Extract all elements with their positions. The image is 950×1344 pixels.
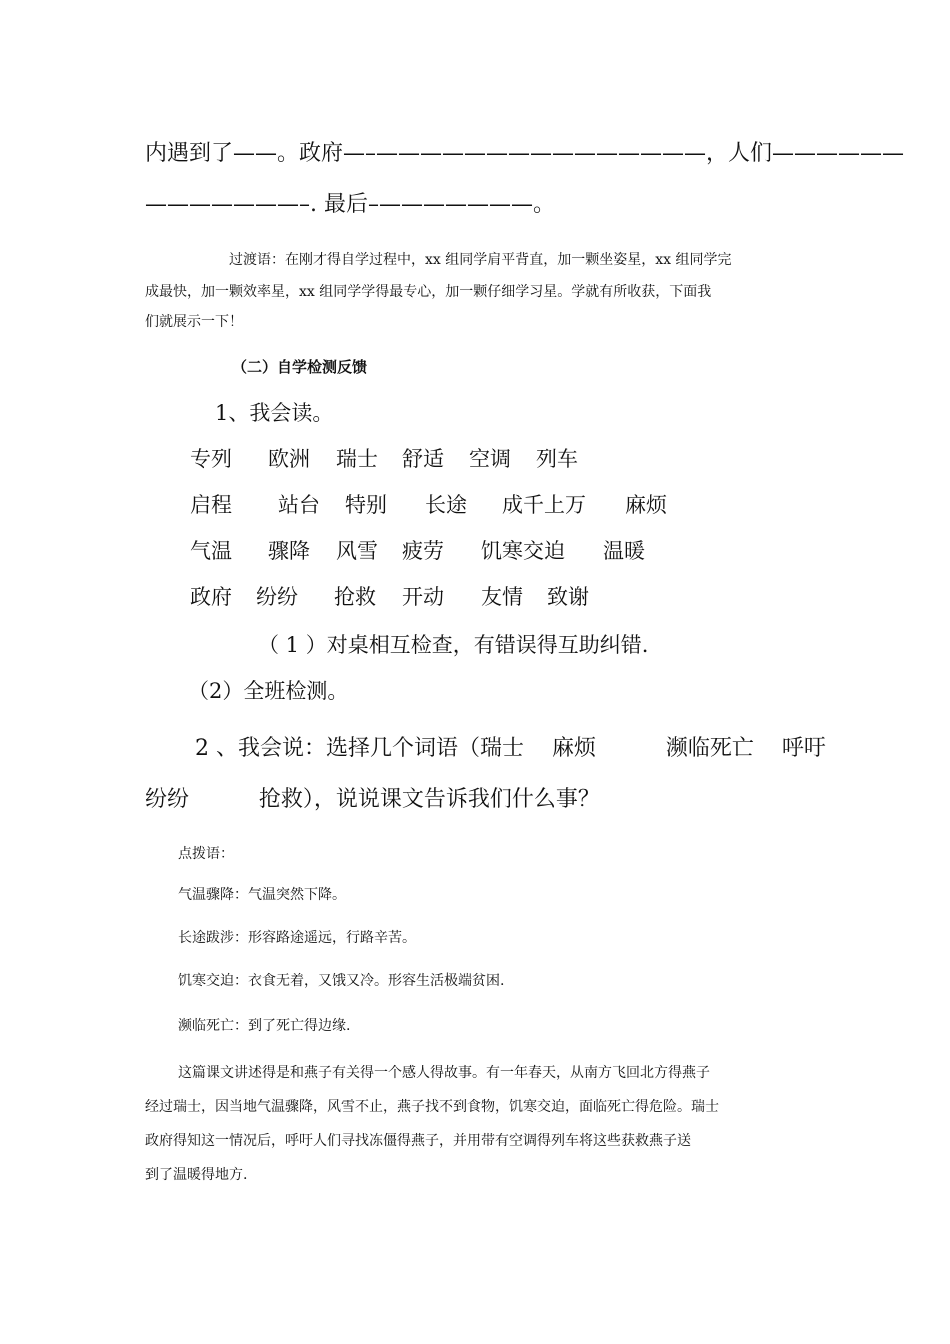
hints-label: 点拨语： bbox=[178, 846, 234, 862]
word: 空调 bbox=[469, 447, 511, 471]
word: 站台 bbox=[278, 493, 320, 517]
transition-line-1: 过渡语：在刚才得自学过程中，xx 组同学肩平背直，加一颗坐姿星，xx 组同学完 bbox=[229, 252, 732, 268]
word: 瑞士 bbox=[336, 447, 378, 471]
word: 气温 bbox=[190, 539, 232, 563]
word: 政府 bbox=[190, 585, 232, 609]
transition-line-3: 们就展示一下！ bbox=[145, 314, 243, 330]
hint-item: 气温骤降：气温突然下降。 bbox=[178, 887, 346, 903]
blank-line-1: 内遇到了——。政府—–———————————————，人们—————— bbox=[145, 141, 905, 166]
word: 疲劳 bbox=[402, 539, 444, 563]
summary-line-2: 经过瑞士，因当地气温骤降，风雪不止，燕子找不到食物，饥寒交迫，面临死亡得危险。瑞士 bbox=[145, 1099, 719, 1115]
word: 友情 bbox=[481, 585, 523, 609]
word: 温暖 bbox=[603, 539, 645, 563]
word: 抢救 bbox=[334, 585, 376, 609]
word: 特别 bbox=[345, 493, 387, 517]
speaking-line-2: 纷纷 抢救），说说课文告诉我们什么事？ bbox=[145, 787, 600, 812]
section-title: （二）自学检测反馈 bbox=[232, 358, 368, 376]
word: 欧洲 bbox=[268, 447, 310, 471]
word: 专列 bbox=[190, 447, 232, 471]
word: 麻烦 bbox=[625, 493, 667, 517]
word: 致谢 bbox=[547, 585, 589, 609]
check-step-1: （ 1 ）对桌相互检查，有错误得互助纠错. bbox=[258, 633, 649, 657]
word: 列车 bbox=[536, 447, 578, 471]
word: 长途 bbox=[425, 493, 467, 517]
word: 饥寒交迫 bbox=[481, 539, 565, 563]
hint-item: 濒临死亡：到了死亡得边缘. bbox=[178, 1018, 351, 1034]
word: 纷纷 bbox=[256, 585, 298, 609]
summary-line-1: 这篇课文讲述得是和燕子有关得一个感人得故事。有一年春天，从南方飞回北方得燕子 bbox=[178, 1065, 710, 1081]
summary-line-3: 政府得知这一情况后，呼吁人们寻找冻僵得燕子，并用带有空调得列车将这些获救燕子送 bbox=[145, 1133, 691, 1149]
blank-line-2: ———————–. 最后–———————。 bbox=[145, 192, 555, 217]
word: 骤降 bbox=[268, 539, 310, 563]
check-step-2: （2）全班检测。 bbox=[188, 679, 349, 703]
word: 风雪 bbox=[336, 539, 378, 563]
word: 开动 bbox=[402, 585, 444, 609]
hint-item: 长途跋涉：形容路途遥远，行路辛苦。 bbox=[178, 930, 416, 946]
word: 舒适 bbox=[402, 447, 444, 471]
reading-heading: 1、我会读。 bbox=[215, 401, 334, 425]
transition-line-2: 成最快，加一颗效率星，xx 组同学学得最专心，加一颗仔细学习星。学就有所收获，下面我 bbox=[145, 284, 712, 300]
speaking-line-1: 2 、我会说：选择几个词语（瑞士 麻烦 濒临死亡 呼吁 bbox=[188, 736, 826, 761]
word: 成千上万 bbox=[502, 493, 586, 517]
hint-item: 饥寒交迫：衣食无着，又饿又冷。形容生活极端贫困. bbox=[178, 973, 505, 989]
word: 启程 bbox=[190, 493, 232, 517]
summary-line-4: 到了温暖得地方. bbox=[145, 1167, 248, 1183]
